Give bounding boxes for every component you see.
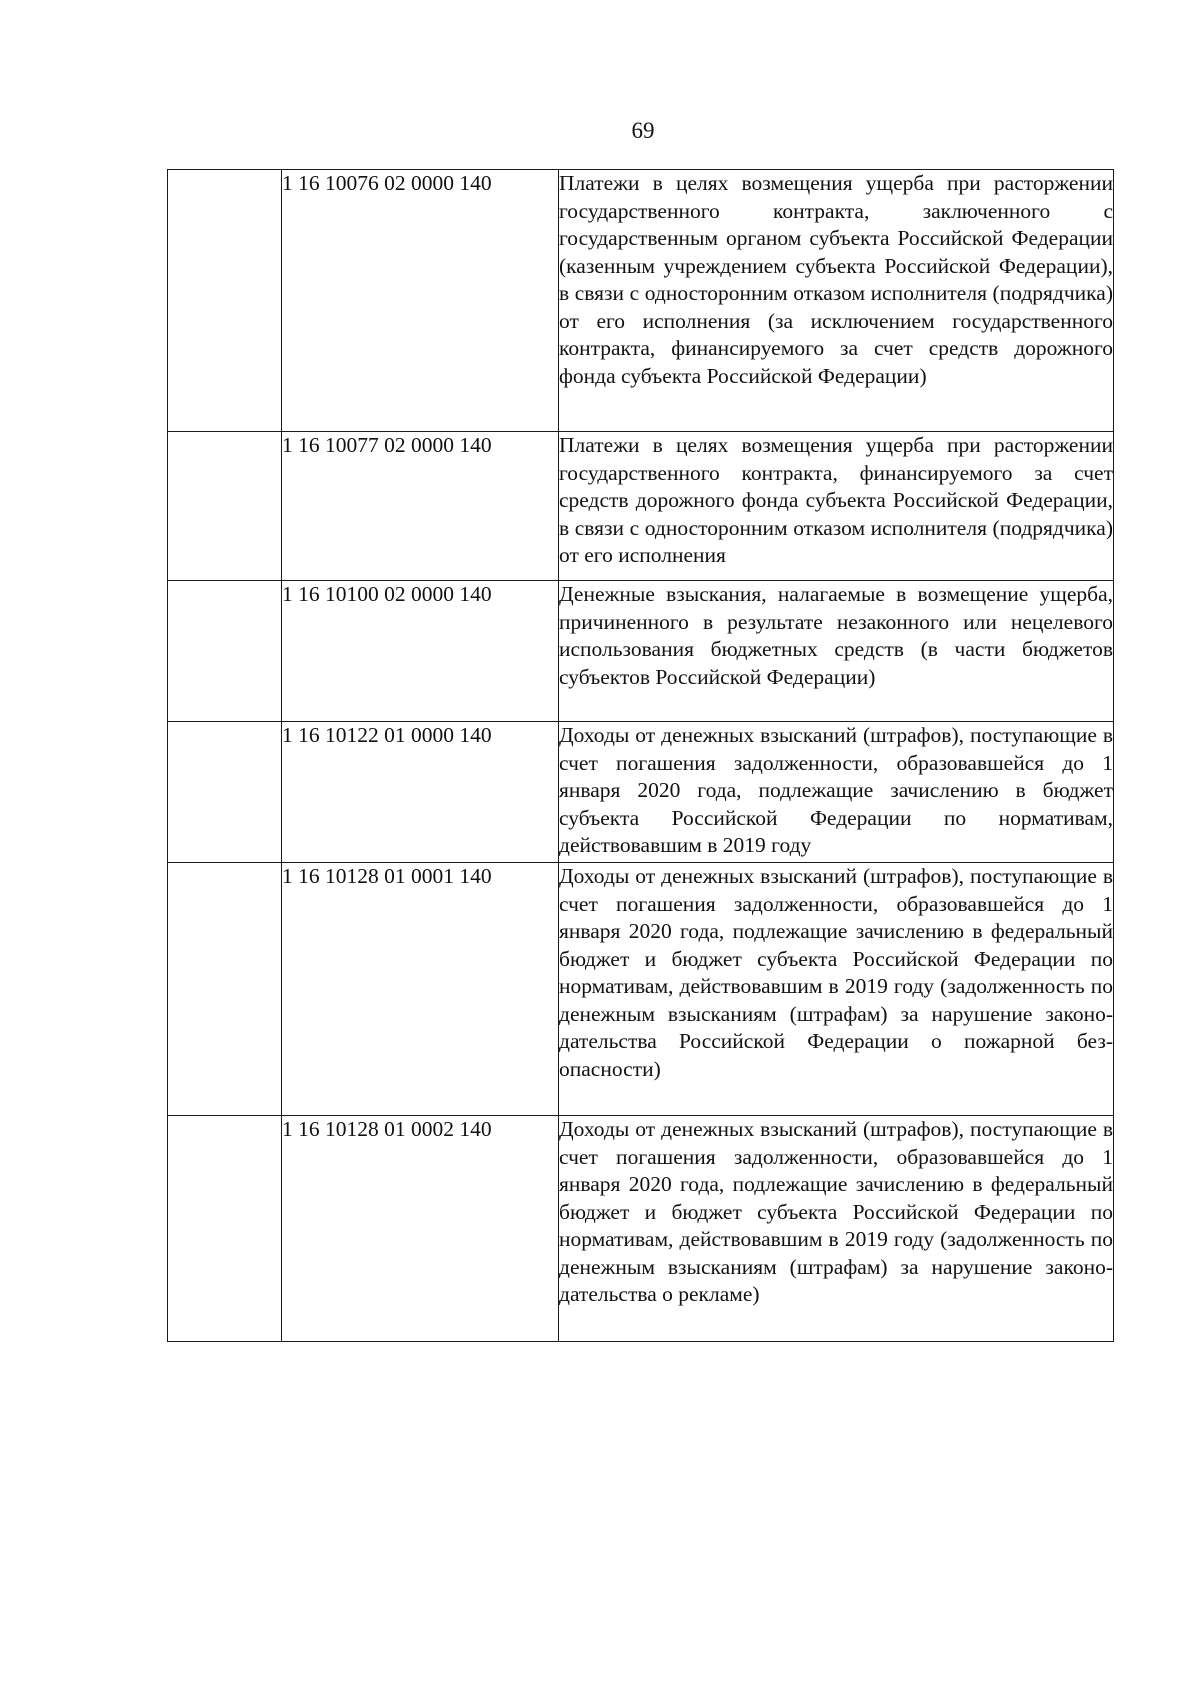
- row-blank-cell: [168, 863, 282, 1116]
- table-row: [168, 432, 1114, 581]
- row-blank-cell: [168, 1116, 282, 1342]
- budget-code: 1 16 10122 01 0000 140: [282, 722, 559, 863]
- row-blank-cell: [168, 581, 282, 722]
- income-description: Платежи в целях возмещения ущерба при расторжении государственного контракта, финансируемого за счет средств дорожного фонда субъекта Российской Федерации, в связи с односторонним отказом исполнителя (подрядчика) от его исполнения: [559, 432, 1114, 581]
- table-row: [168, 722, 1114, 863]
- budget-code: 1 16 10076 02 0000 140: [282, 170, 559, 432]
- income-description: Доходы от денежных взысканий (штрафов), поступающие в счет погашения задолженности, образовавшейся до 1 января 2020 года, подлежащие зачислению в федеральный бюджет и бюджет субъекта Российской Федерации по нормативам, действовавшим в 2019 году (задолженность по денежным взысканиям (штрафам) за нарушение законодательства о рекламе): [559, 1116, 1114, 1342]
- income-description: Доходы от денежных взысканий (штрафов), поступающие в счет погашения задолженности, образовавшейся до 1 января 2020 года, подлежащие зачислению в бюджет субъекта Российской Федерации по нормативам, действовавшим в 2019 году: [559, 722, 1114, 863]
- page-number: 69: [631, 118, 655, 143]
- budget-code: 1 16 10128 01 0001 140: [282, 863, 559, 1116]
- budget-code: 1 16 10128 01 0002 140: [282, 1116, 559, 1342]
- income-description: Платежи в целях возмещения ущерба при расторжении государственного контракта, заключенного с государственным органом субъекта Российской Федерации (казенным учреждением субъекта Российской Федерации), в связи с односторонним отказом исполнителя (подрядчика) от его исполнения (за исключением государственного контракта, финансируемого за счет средств дорожного фонда субъекта Российской Федерации): [559, 170, 1114, 432]
- income-description: Доходы от денежных взысканий (штрафов), поступающие в счет погашения задолженности, образовавшейся до 1 января 2020 года, подлежащие зачислению в федеральный бюджет и бюджет субъекта Российской Федерации по нормативам, действовавшим в 2019 году (задолженность по денежным взысканиям (штрафам) за нарушение законодательства Российской Федерации о пожарной безопасности): [559, 863, 1114, 1116]
- table-row: [168, 863, 1114, 1116]
- row-blank-cell: [168, 722, 282, 863]
- income-description: Денежные взыскания, налагаемые в возмещение ущерба, причиненного в результате незаконного или нецелевого использования бюджетных средств (в части бюджетов субъектов Российской Федерации): [559, 581, 1114, 722]
- table-row: [168, 581, 1114, 722]
- budget-code: 1 16 10077 02 0000 140: [282, 432, 559, 581]
- table-row: [168, 170, 1114, 432]
- row-blank-cell: [168, 170, 282, 432]
- budget-code: 1 16 10100 02 0000 140: [282, 581, 559, 722]
- budget-classification-table: [167, 169, 1114, 1342]
- table-row: [168, 1116, 1114, 1342]
- row-blank-cell: [168, 432, 282, 581]
